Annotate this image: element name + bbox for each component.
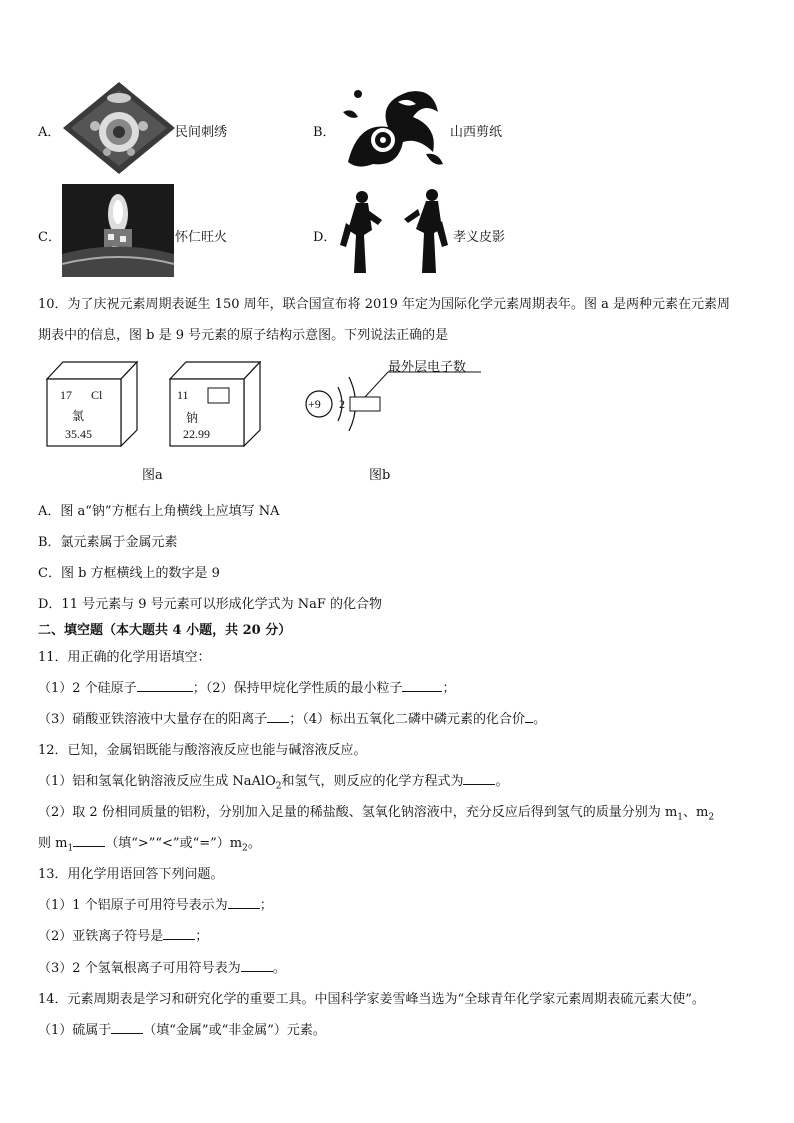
q10-stem-line1: 10．为了庆祝元素周期表诞生 150 周年，联合国宣布将 2019 年定为国际化学元素周期表年。图 a 是两种元素在元素周 [38,297,730,312]
cl-atomic-mass: 35.45 [65,427,92,441]
option-a-letter: A． [38,125,61,140]
option-b-letter: B． [313,125,336,140]
nucleus-charge: +9 [308,397,321,411]
q12-line1: （1）铝和氢氧化钠溶液反应生成 NaAlO$_2$和氢气，则反应的化学方程式为 。 [38,770,509,792]
figure-b-caption: 图b [369,468,391,483]
q10-option-b: B．氯元素属于金属元素 [38,535,178,550]
na-atomic-mass: 22.99 [183,427,210,441]
cl-atomic-number: 17 [60,388,72,402]
q11-stem: 11．用正确的化学用语填空： [38,650,211,665]
q12-blank-2[interactable] [73,833,105,847]
xiaoyi-shadow-puppet-image [338,185,450,277]
q14-line1: （1）硫属于 （填“金属”或“非金属”）元素。 [38,1019,326,1038]
section-2-heading: 二、填空题（本大题共 4 小题，共 20 分） [38,623,292,638]
first-shell-electrons: 2 [339,397,345,411]
q10-stem-line2: 期表中的信息，图 b 是 9 号元素的原子结构示意图。下列说法正确的是 [38,328,449,343]
na-name: 钠 [186,411,199,425]
q13-blank-3[interactable] [241,958,273,972]
outer-shell-label: 最外层电子数 [388,360,467,375]
shanxi-paper-cut-image [338,82,448,172]
q10-option-c: C．图 b 方框横线上的数字是 9 [38,566,220,581]
option-a-caption: 民间刺绣 [175,125,228,140]
q10-option-d: D．11 号元素与 9 号元素可以形成化学式为 NaF 的化合物 [38,597,383,612]
q13-line3: （3）2 个氢氧根离子可用符号表为 。 [38,957,286,976]
q13-stem: 13．用化学用语回答下列问题。 [38,867,224,882]
option-d-caption: 孝义皮影 [453,230,506,245]
q12-stem: 12．已知，金属铝既能与酸溶液反应也能与碱溶液反应。 [38,743,367,758]
figure-a-caption: 图a [142,468,163,483]
q13-blank-1[interactable] [228,895,260,909]
q11-blank-1[interactable] [137,678,193,692]
q11-line2: （3）硝酸亚铁溶液中大量存在的阳离子 ；（4）标出五氧化二磷中磷元素的化合价 。 [38,708,546,727]
cl-name: 氯 [72,409,85,423]
q13-blank-2[interactable] [163,926,195,940]
option-c-letter: C． [38,230,61,245]
option-b-caption: 山西剪纸 [450,125,503,140]
option-c-caption: 怀仁旺火 [175,230,228,245]
chlorine-element-cube [46,361,138,447]
q13-line1: （1）1 个铝原子可用符号表示为 ； [38,894,273,913]
na-atomic-number: 11 [177,388,189,402]
q11-blank-3[interactable] [267,709,289,723]
q12-line3: 则 $m_1$ （填“>”“<”或“$=”)m_2$。 [38,832,261,854]
q14-stem: 14．元素周期表是学习和研究化学的重要工具。中国科学家姜雪峰当选为“全球青年化学家元素周期表硫元素大使”。 [38,992,705,1007]
folk-embroidery-image [63,82,175,174]
cl-symbol: Cl [91,388,103,402]
q11-blank-2[interactable] [402,678,442,692]
q11-line1: （1）2 个硅原子 ；（2）保持甲烷化学性质的最小粒子 ； [38,677,455,696]
q12-line2: （2）取 2 份相同质量的铝粉，分别加入足量的稀盐酸、氢氧化钠溶液中，充分反应后得到氢气的质量分别为 $m_1$、$m_2$ [38,805,715,823]
q14-blank-1[interactable] [111,1020,143,1034]
q10-option-a: A．图 a“钠”方框右上角横线上应填写 NA [38,504,280,519]
huairen-bonfire-image [62,184,174,277]
q13-line2: （2）亚铁离子符号是 ； [38,925,208,944]
option-d-letter: D． [313,230,337,245]
q12-blank-1[interactable] [463,771,495,785]
q11-blank-4[interactable] [525,709,533,723]
